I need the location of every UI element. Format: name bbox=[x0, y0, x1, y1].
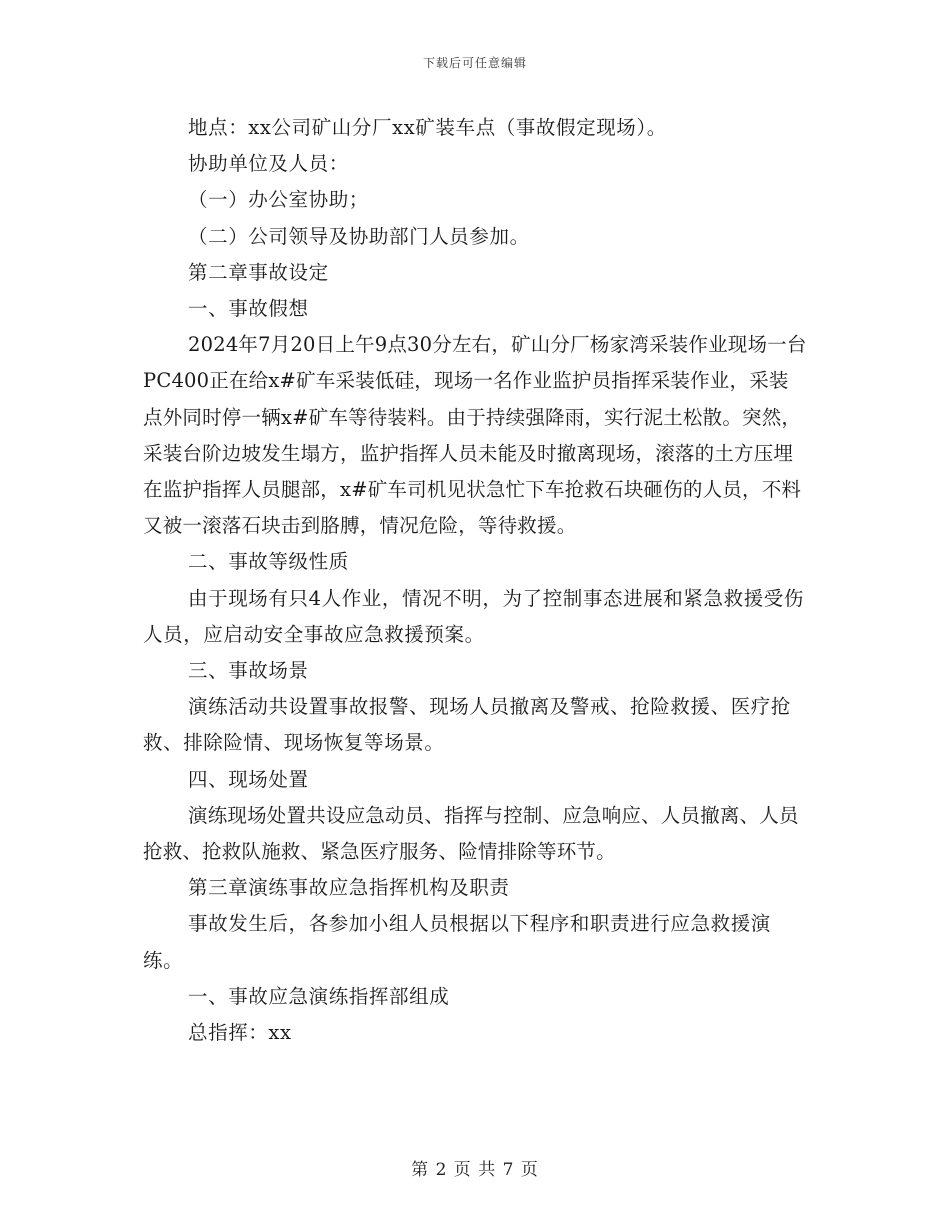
page-number: 第 2 页 共 7 页 bbox=[411, 1160, 539, 1180]
header-note: 下载后可任意编辑 bbox=[422, 56, 527, 70]
paragraph-procedure: 事故发生后，各参加小组人员根据以下程序和职责进行应急救援演练。 bbox=[143, 912, 771, 972]
chapter-heading-3: 第三章演练事故应急指挥机构及职责 bbox=[188, 876, 510, 900]
section-heading-accident-level: 二、事故等级性质 bbox=[188, 550, 349, 574]
section-heading-accident-hypothesis: 一、事故假想 bbox=[188, 297, 309, 321]
paragraph-assist-leaders: （二）公司领导及协助部门人员参加。 bbox=[188, 224, 530, 248]
document-body bbox=[143, 110, 808, 1051]
paragraph-accident-scene: 演练活动共设置事故报警、现场人员撤离及警戒、抢险救援、医疗抢救、排除险情、现场恢复等场景。 bbox=[143, 695, 792, 755]
section-heading-command-composition: 一、事故应急演练指挥部组成 bbox=[188, 984, 450, 1008]
paragraph-accident-description: 2024年7月20日上午9点30分左右，矿山分厂杨家湾采装作业现场一台PC400正在给x#矿车采装低硅，现场一名作业监护员指挥采装作业，采装点外同时停一辆x#矿车等待装料。由于持续强降雨，实行泥土松散。突然，采装台阶边坡发生塌方，监护指挥人员未能及时撤离现场，滚落的土方压埋在监护指挥人员腿部，x#矿车司机见状急忙下车抢救石块砸伤的人员，不料又被一滚落石块击到胳膊，情况危险，等待救援。 bbox=[143, 333, 807, 538]
section-heading-accident-scene: 三、事故场景 bbox=[188, 659, 309, 683]
paragraph-accident-level: 由于现场有只4人作业，情况不明，为了控制事态进展和紧急救援受伤人员，应启动安全事故应急救援预案。 bbox=[143, 586, 805, 646]
paragraph-commander: 总指挥：xx bbox=[188, 1021, 292, 1045]
paragraph-assist-units: 协助单位及人员： bbox=[188, 152, 349, 176]
section-heading-onsite-handling: 四、现场处置 bbox=[188, 767, 309, 791]
paragraph-location: 地点：xx公司矿山分厂xx矿装车点（事故假定现场）。 bbox=[188, 116, 667, 139]
paragraph-onsite-handling: 演练现场处置共设应急动员、指挥与控制、应急响应、人员撤离、人员抢救、抢救队施救、紧急医疗服务、险情排除等环节。 bbox=[143, 803, 799, 864]
chapter-heading-2: 第二章事故设定 bbox=[188, 260, 329, 284]
paragraph-assist-office: （一）办公室协助； bbox=[188, 188, 369, 212]
